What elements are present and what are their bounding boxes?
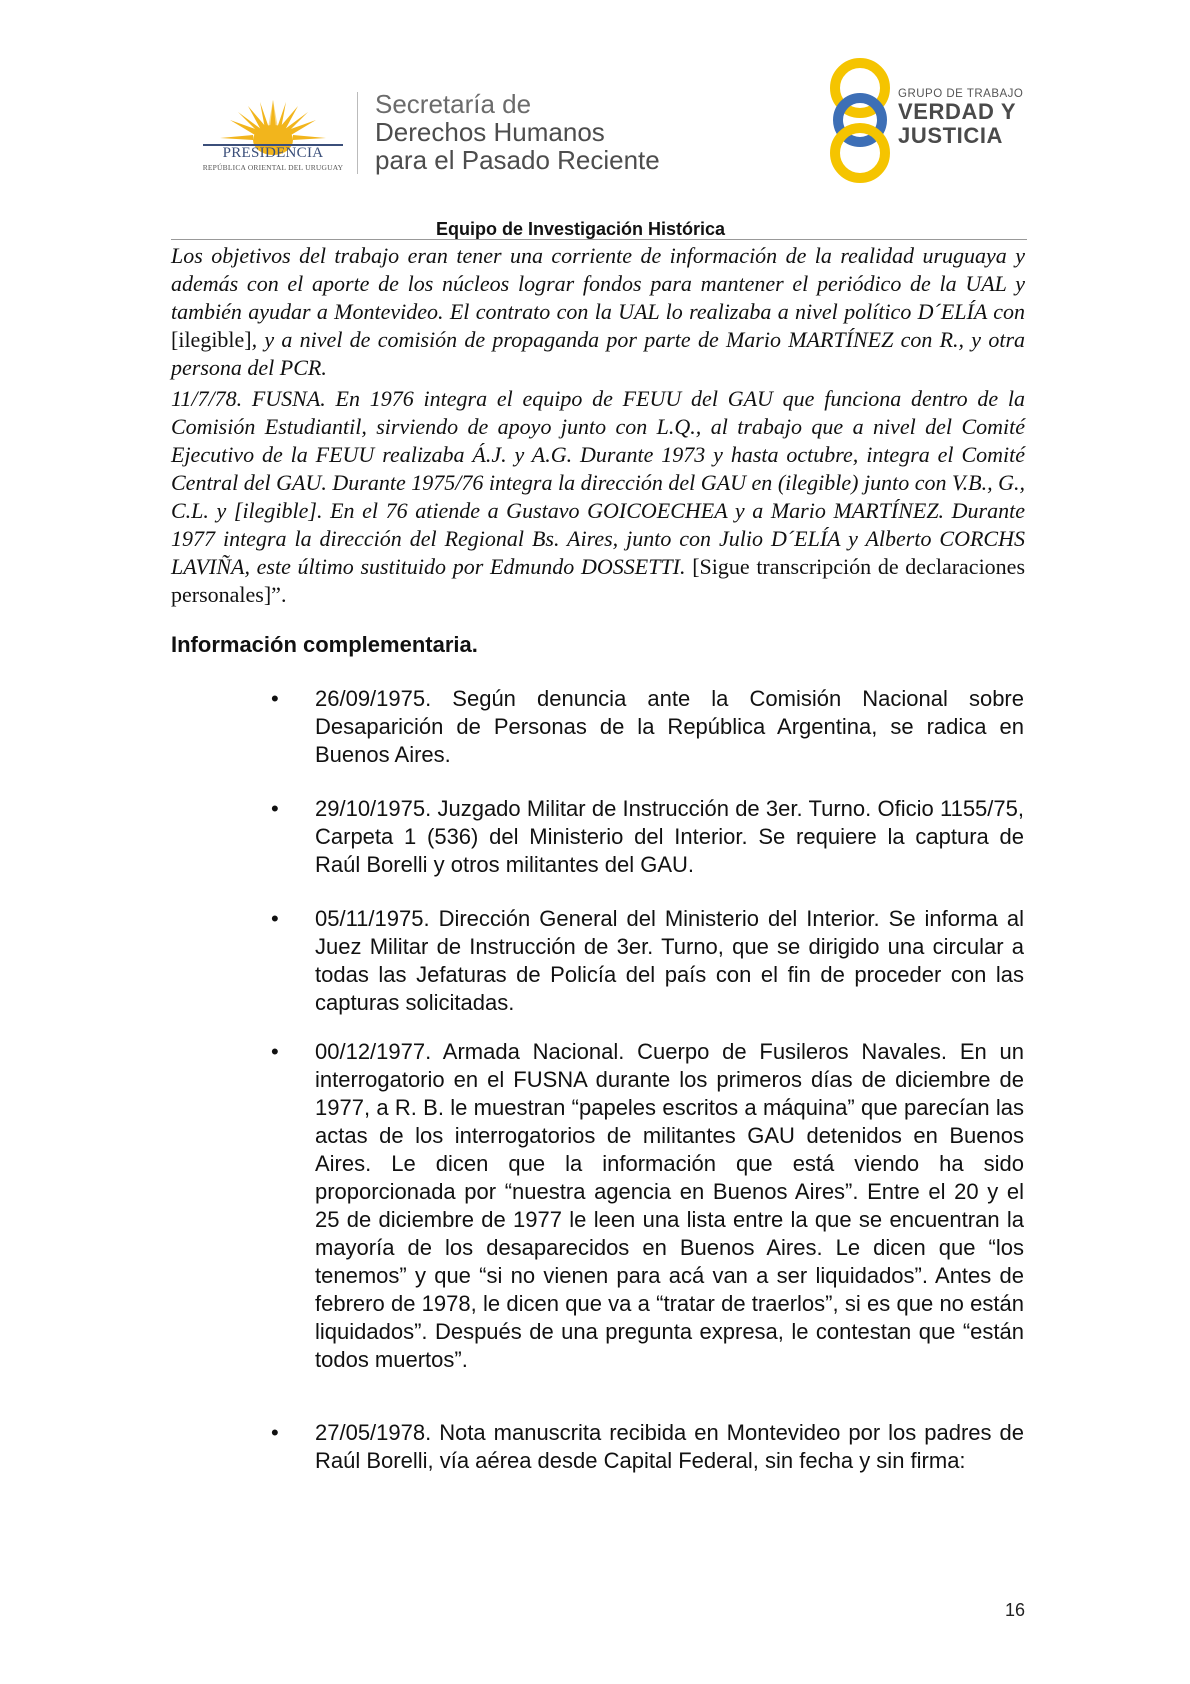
logo-divider (357, 92, 358, 174)
bullet-icon: • (271, 686, 279, 711)
grupo-trabajo-label: GRUPO DE TRABAJO (898, 88, 1024, 100)
justicia-label: JUSTICIA (898, 123, 1004, 148)
list-item (271, 795, 1024, 879)
bullet-list-item-4 (271, 1038, 1024, 1374)
list-item-text: 29/10/1975. Juzgado Militar de Instrucción de 3er. Turno. Oficio 1155/75, Carpeta 1 (536) del Ministerio del Interior. Se requiere la captura de Raúl Borelli y otros militantes del GAU. (315, 796, 1024, 877)
list-item-text: 00/12/1977. Armada Nacional. Cuerpo de Fusileros Navales. En un interrogatorio en el FUSNA durante los primeros días de diciembre de 1977, a R. B. le muestran “papeles escritos a máquina” que parecían las actas de los interrogatorios de militantes GAU detenidos en Buenos Aires. Le dicen que la información que está viendo ha sido proporcionada por “nuestra agencia en Buenos Aires”. Entre el 20 y el 25 de diciembre de 1977 le leen una lista entre la que se encuentran la mayoría de los desaparecidos en Buenos Aires. Le dicen que “los tenemos” y que “si no vienen para acá van a ser liquidados”. Antes de febrero de 1978, le dicen que va a “tratar de traerlos”, si es que no están liquidados”. Después de una pregunta expresa, le contestan que “están todos muertos”. (315, 1039, 1024, 1372)
header-rule (171, 239, 1027, 240)
verdad-justicia-logo-text (898, 88, 1023, 148)
list-item (271, 1038, 1024, 1374)
quote-p1-text-a: Los objetivos del trabajo eran tener una corriente de información de la realidad uruguaya y además con el aporte de los núcleos lograr fondos para mantener el periódico de la UAL y también ayudar a Montevideo. El contrato con la UAL lo realizaba a nivel político D´ELÍA con (171, 243, 1025, 324)
presidencia-label: PRESIDENCIA (222, 145, 324, 161)
secretaria-line-1: Secretaría de (375, 89, 532, 119)
bullet-list-item-5 (271, 1419, 1024, 1475)
quote-p1-illegible: [ilegible] (171, 327, 252, 352)
quote-p2-text-a: 11/7/78. FUSNA. En 1976 integra el equipo de FEUU del GAU que funciona dentro de la Comisión Estudiantil, sirviendo de apoyo junto con L.Q., al trabajo que a nivel del Comité Ejecutivo de la FEUU realizaba Á.J. y A.G. Durante 1973 y hasta octubre, integra el Comité Central del GAU. Durante 1975/76 integra la dirección del GAU en (ilegible) junto con V.B., G., C.L. y [ilegible]. En el 76 atiende a Gustavo GOICOECHEA y a Mario MARTÍNEZ. Durante 1977 integra la dirección del Regional Bs. Aires, junto con Julio D´ELÍA y Alberto CORCHS LAVIÑA, este último sustituido por Edmundo DOSSETTI. (171, 386, 1025, 579)
secretaria-logo-text (375, 90, 660, 174)
quote-p1-text-c: , y a nivel de comisión de propaganda por parte de Mario MARTÍNEZ con R., y otra persona del PCR. (171, 327, 1025, 380)
quote-paragraph-1 (171, 242, 1025, 382)
secretaria-line-2: Derechos Humanos (375, 117, 605, 147)
bullet-list-item-1 (271, 685, 1024, 769)
secretaria-line-3: para el Pasado Reciente (375, 145, 660, 175)
republica-label: REPÚBLICA ORIENTAL DEL URUGUAY (202, 163, 344, 172)
bullet-icon: • (271, 796, 279, 821)
bullet-icon: • (271, 1039, 279, 1064)
bullet-list-item-3 (271, 905, 1024, 1017)
verdad-label: VERDAD Y (898, 99, 1017, 124)
verdad-justicia-rings-logo (820, 58, 900, 183)
subheading: Información complementaria. (171, 632, 478, 657)
quote-paragraph-2 (171, 385, 1025, 609)
bullet-icon: • (271, 1420, 279, 1445)
list-item (271, 685, 1024, 769)
bullet-icon: • (271, 906, 279, 931)
page-number: 16 (1005, 1600, 1026, 1620)
list-item-text: 26/09/1975. Según denuncia ante la Comisión Nacional sobre Desaparición de Personas de la República Argentina, se radica en Buenos Aires. (315, 686, 1024, 767)
list-item-text: 05/11/1975. Dirección General del Ministerio del Interior. Se informa al Juez Militar de Instrucción de 3er. Turno, que se dirigido una circular a todas las Jefaturas de Policía del país con el fin de proceder con las capturas solicitadas. (315, 906, 1024, 1015)
list-item (271, 1419, 1024, 1475)
list-item (271, 905, 1024, 1017)
list-item-text: 27/05/1978. Nota manuscrita recibida en Montevideo por los padres de Raúl Borelli, vía aérea desde Capital Federal, sin fecha y sin firma: (315, 1420, 1024, 1473)
quote-p2-editor-note: [Sigue transcripción de declaraciones personales]”. (171, 554, 1026, 607)
section-title: Equipo de Investigación Histórica (436, 219, 726, 239)
bullet-list-item-2 (271, 795, 1024, 879)
document-header (0, 0, 1190, 239)
